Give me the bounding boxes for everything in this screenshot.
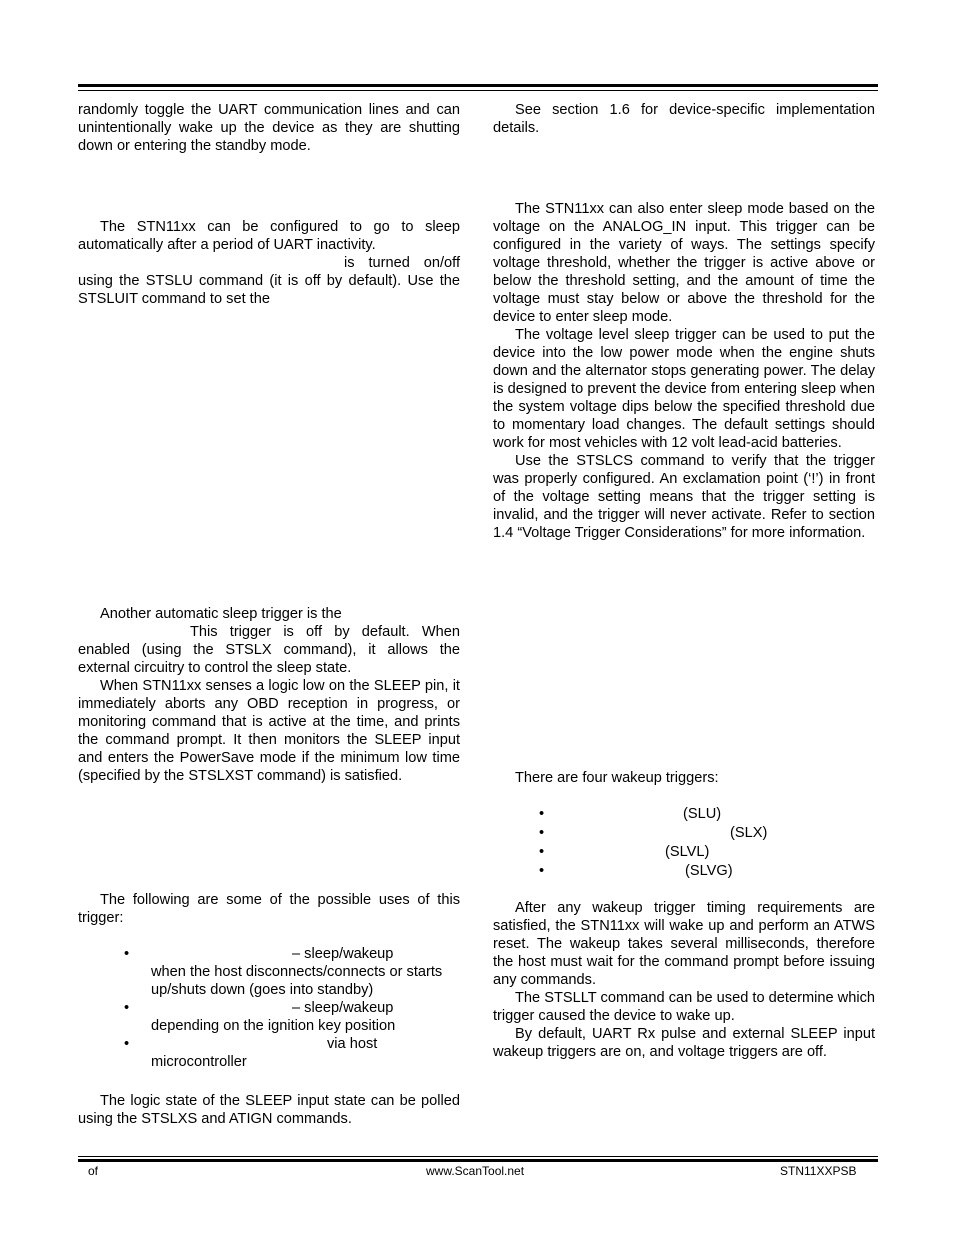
list-item: [78, 1035, 460, 1071]
list-item: [493, 843, 875, 862]
footer-doc-id: STN11XXPSB: [780, 1164, 857, 1178]
left-paragraph-6: The logic state of the SLEEP input state can be polled using the STSLXS and ATIGN commands.: [78, 1093, 460, 1127]
right-paragraph-6: After any wakeup trigger timing requirements are satisfied, the STN11xx will wake up and perform an ATWS reset. The wakeup takes several milliseconds, therefore the host must wait for the command prompt before issuing any commands.: [493, 900, 875, 988]
right-triggers-block: [493, 769, 875, 881]
left-paragraph-2: The STN11xx can be configured to go to sleep automatically after a period of UART inactivity.: [78, 219, 460, 253]
list-item-text: when the host disconnects/connects or starts up/shuts down (goes into standby): [151, 964, 443, 998]
bullet: •: [539, 806, 545, 822]
left-paragraph-4: When STN11xx senses a logic low on the SLEEP pin, it immediately aborts any OBD reception in progress, or monitoring command that is active at the time, and prints the command prompt. It then monitors the SLEEP input and enters the PowerSave mode if the minimum low time (specified by the STSLXST command) is satisfied.: [78, 678, 460, 784]
left-p6-block: [78, 1092, 460, 1128]
right-p1-block: [493, 101, 875, 137]
footer-website: www.ScanTool.net: [426, 1164, 525, 1178]
list-item-tail: – sleep/wakeup: [292, 1000, 394, 1016]
right-paragraph-1: See section 1.6 for device-specific implementation details.: [493, 102, 875, 136]
right-wakeup-block: [493, 899, 875, 1061]
trigger-code: (SLVG): [685, 863, 733, 879]
bullet: •: [124, 1000, 130, 1016]
right-paragraph-5: There are four wakeup triggers:: [515, 770, 719, 786]
left-uses-block: [78, 891, 460, 1071]
list-item: [493, 805, 875, 824]
trigger-code: (SLX): [730, 825, 768, 841]
list-item-tail: – sleep/wakeup: [292, 946, 394, 962]
left-paragraph-5: The following are some of the possible uses of this trigger:: [78, 892, 460, 926]
list-item-text: microcontroller: [151, 1054, 247, 1070]
right-paragraph-3: The voltage level sleep trigger can be used to put the device into the low power mode when the engine shuts down and the alternator stops generating power. The delay is designed to prevent the device from entering sleep when the system voltage dips below the specified threshold due to momentary load changes. The default settings should work for most vehicles with 12 volt lead-acid batteries.: [493, 327, 875, 451]
right-paragraph-7: The STSLLT command can be used to determine which trigger caused the device to wake up.: [493, 990, 875, 1024]
triggers-list: [493, 805, 875, 881]
bullet: •: [539, 844, 545, 860]
bullet: •: [124, 946, 130, 962]
bullet: •: [124, 1036, 130, 1052]
list-item-tail: via host: [327, 1036, 378, 1052]
left-paragraph-3-cont: This trigger is off by default. When enabled (using the STSLX command), it allows the external circuitry to control the sleep state.: [78, 624, 460, 676]
header-rule-thin: [78, 90, 878, 91]
right-paragraph-2: The STN11xx can also enter sleep mode based on the voltage on the ANALOG_IN input. This trigger can be configured in the variety of ways. The settings specify voltage threshold, whether the trigger is active above or below the threshold setting, and the amount of time the voltage must stay below or above the threshold for the device to enter sleep mode.: [493, 201, 875, 325]
left-paragraph-3: Another automatic sleep trigger is the: [100, 606, 342, 622]
list-item: [78, 945, 460, 999]
right-paragraph-8: By default, UART Rx pulse and external SLEEP input wakeup triggers are on, and voltage triggers are off.: [493, 1026, 875, 1060]
left-paragraph-2-cont: is turned on/off using the STSLU command (it is off by default). Use the STSLUIT command to set the: [78, 255, 460, 307]
bullet: •: [539, 863, 545, 879]
list-item: [493, 862, 875, 881]
uses-list: [78, 945, 460, 1071]
list-item: [78, 999, 460, 1035]
right-p2-block: [493, 200, 875, 542]
bullet: •: [539, 825, 545, 841]
list-item-text: depending on the ignition key position: [151, 1018, 396, 1034]
left-paragraph-1: randomly toggle the UART communication lines and can unintentionally wake up the device as they are shutting down or entering the standby mode.: [78, 102, 460, 154]
header-rule-thick: [78, 84, 878, 87]
left-p1: [78, 101, 460, 155]
trigger-code: (SLVL): [665, 844, 710, 860]
footer-rule-thin: [78, 1156, 878, 1157]
list-item: [493, 824, 875, 843]
footer-rule-thick: [78, 1159, 878, 1162]
left-p3-block: [78, 605, 460, 785]
left-p2-block: [78, 218, 460, 308]
footer-page-number: of: [88, 1164, 99, 1178]
right-paragraph-4: Use the STSLCS command to verify that the trigger was properly configured. An exclamation point (‘!’) in front of the voltage setting means that the trigger setting is invalid, and the trigger will never activate. Refer to section 1.4 “Voltage Trigger Considerations” for more information.: [493, 453, 875, 541]
trigger-code: (SLU): [683, 806, 722, 822]
